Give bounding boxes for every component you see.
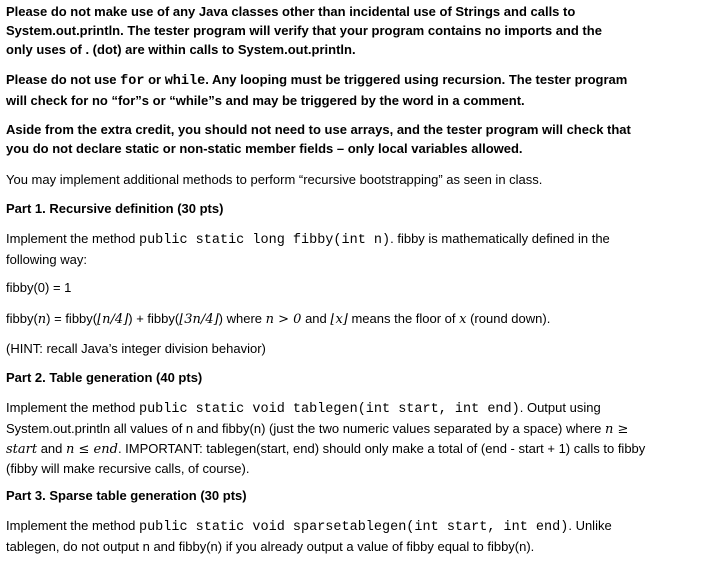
part1-heading: Part 1. Recursive definition (30 pts) bbox=[6, 201, 224, 216]
rule-no-loops: Please do not use for or while. Any looping must be triggered using recursion. The tester program will check for no “for”s or “while”s and may be triggered by the word in a comment. bbox=[6, 72, 628, 108]
sparsetablegen-signature: public static void sparsetablegen(int start, int end) bbox=[138, 520, 569, 535]
fibby-signature: public static long fibby(int n) bbox=[138, 233, 391, 248]
rule-no-java-classes: Please do not make use of any Java classes other than incidental use of Strings and calls to System.out.println. The tester program will verify that your program contains no imports and the only uses of . (dot) are within calls to System.out.println. bbox=[6, 4, 602, 57]
part1-hint: (HINT: recall Java’s integer division behavior) bbox=[6, 341, 266, 356]
part3-body: Implement the method public static void sparsetablegen(int start, int end). Unlike tablegen, do not output n and fibby(n) if you already output a value of fibby equal to fibby(n). bbox=[6, 518, 612, 554]
rule-no-fields: Aside from the extra credit, you should not need to use arrays, and the tester program will check that you do not declare static or non-static member fields – only local variables allowed. bbox=[6, 122, 631, 156]
tablegen-signature: public static void tablegen(int start, int end) bbox=[138, 402, 520, 417]
part2-heading: Part 2. Table generation (40 pts) bbox=[6, 370, 203, 385]
part2-body: Implement the method public static void tablegen(int start, int end). Output using System.out.println all values of n and fibby(n) (just the two numeric values separated by a space) where n ≥ start and n ≤ end. IMPORTANT: tablegen(start, end) should only make a total of (end - start + 1) calls to fibby (fibby will make recursive calls, of course). bbox=[6, 400, 646, 476]
rule-helper-methods: You may implement additional methods to perform “recursive bootstrapping” as seen in class. bbox=[6, 172, 543, 187]
fibby-base-case: fibby(0) = 1 bbox=[6, 280, 72, 295]
part3-heading: Part 3. Sparse table generation (30 pts) bbox=[6, 488, 247, 503]
fibby-recurrence: fibby(n) = fibby(⌊n/4⌋) + fibby(⌊3n/4⌋) where n > 0 and ⌊x⌋ means the floor of x (round down). bbox=[6, 311, 551, 327]
part1-intro: Implement the method public static long fibby(int n). fibby is mathematically defined in the following way: bbox=[6, 231, 610, 267]
